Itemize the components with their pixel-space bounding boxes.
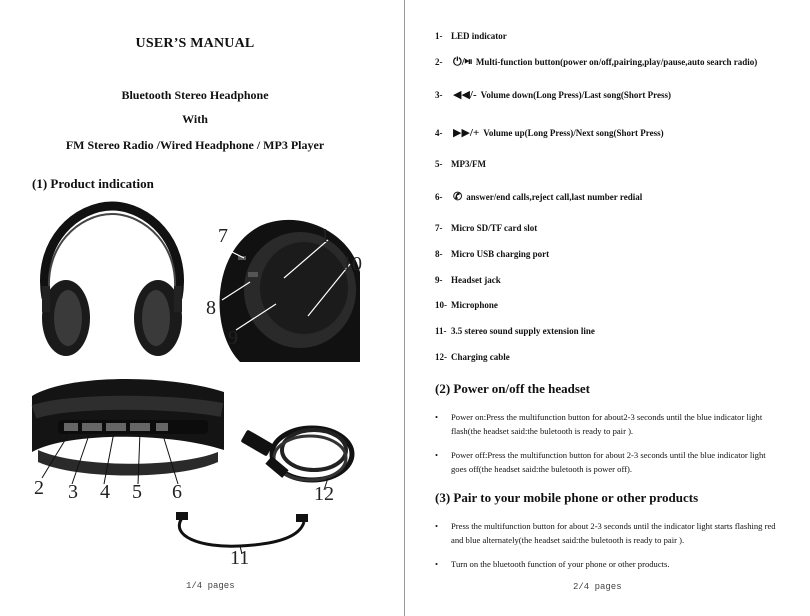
- component-item-12: 12- Charging cable: [435, 352, 510, 362]
- component-item-8: 8- Micro USB charging port: [435, 249, 550, 259]
- component-item-7: 7- Micro SD/TF card slot: [435, 223, 538, 233]
- earcup-side-image: [200, 212, 370, 364]
- component-item-5: 5- MP3/FM: [435, 159, 486, 169]
- product-with: With: [182, 112, 208, 126]
- callout-4: 4: [100, 481, 110, 503]
- manual-page-2: [405, 0, 810, 616]
- callout-1: 1: [320, 225, 330, 247]
- callout-9: 9: [228, 327, 238, 349]
- pair-step-2-bullet: • Turn on the bluetooth function of your phone or other products.: [435, 559, 670, 569]
- page-footer-1: 1/4 pages: [186, 581, 235, 591]
- component-item-4: 4- ▶▶/+ Volume up(Long Press)/Next song(Short Press): [435, 127, 664, 139]
- callout-3: 3: [68, 481, 78, 503]
- callout-10: 10: [342, 253, 362, 275]
- component-item-1: 1- LED indicator: [435, 31, 507, 41]
- section-product-indication: (1) Product indication: [32, 176, 154, 191]
- callout-8: 8: [206, 297, 216, 319]
- section-power-onoff: (2) Power on/off the headset: [435, 381, 591, 396]
- page-footer-2: 2/4 pages: [573, 582, 622, 592]
- callout-6: 6: [172, 481, 182, 503]
- extension-line-image: [170, 506, 320, 566]
- control-buttons-image: [28, 372, 228, 506]
- callout-5: 5: [132, 481, 142, 503]
- component-item-3: 3- ◀◀/- Volume down(Long Press)/Last song(Short Press): [435, 89, 671, 101]
- product-features: FM Stereo Radio /Wired Headphone / MP3 Player: [65, 138, 325, 152]
- power-on-bullet: • Power on:Press the multifunction button for about2-3 seconds until the blue indicator light flash(the headset said:the buletooth is ready to pair ).: [435, 412, 763, 436]
- component-item-10: 10- Microphone: [435, 300, 498, 310]
- volume-down-icon: ◀◀/-: [453, 89, 477, 101]
- callout-11: 11: [230, 547, 250, 566]
- component-item-6: 6- ✆ answer/end calls,reject call,last number redial: [435, 191, 643, 203]
- pair-step-1-bullet: • Press the multifunction button for about 2-3 seconds until the indicator light starts flashing red and blue alternately(the headset said:the buletooth is ready to pair ).: [435, 521, 776, 545]
- volume-up-icon: ▶▶/+: [453, 127, 480, 139]
- manual-title: USER’S MANUAL: [135, 36, 255, 51]
- power-off-bullet: • Power off:Press the multifunction button for about 2-3 seconds until the blue indicator light goes off(the headset said:the buletooth is power off).: [435, 450, 766, 474]
- power-play-icon: ⏻/⏯: [453, 56, 472, 68]
- component-item-11: 11- 3.5 stereo sound supply extension line: [435, 326, 595, 336]
- charging-cable-image: [232, 410, 360, 504]
- callout-7: 7: [218, 225, 228, 247]
- component-item-9: 9- Headset jack: [435, 275, 501, 285]
- section-pairing: (3) Pair to your mobile phone or other products: [435, 490, 699, 505]
- product-name: Bluetooth Stereo Headphone: [121, 88, 269, 102]
- phone-icon: ✆: [453, 191, 463, 203]
- callout-12: 12: [314, 483, 334, 504]
- headphone-front-image: [28, 200, 196, 360]
- component-item-2: 2- ⏻/⏯ Multi-function button(power on/off,pairing,play/pause,auto search radio): [435, 56, 758, 68]
- callout-2: 2: [34, 477, 44, 499]
